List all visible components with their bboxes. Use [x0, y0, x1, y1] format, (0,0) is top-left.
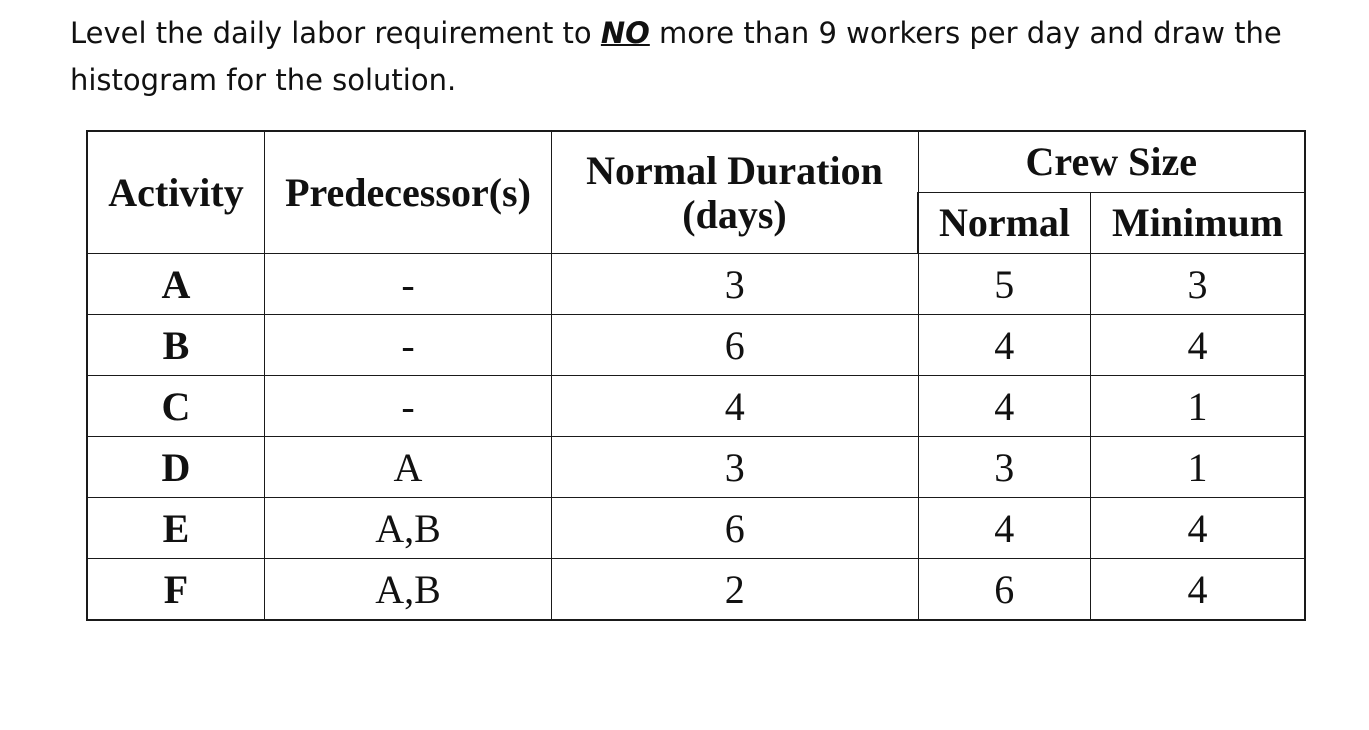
question-emphasis: NO — [600, 16, 650, 50]
cell-crew-normal: 3 — [918, 437, 1091, 498]
header-normal-duration-line1: Normal Duration — [586, 147, 883, 193]
cell-predecessors: A,B — [265, 559, 552, 621]
header-normal-duration-line2: (days) — [682, 191, 787, 237]
cell-crew-normal: 4 — [918, 376, 1091, 437]
question-text — [70, 10, 1330, 104]
header-activity: Activity — [87, 131, 265, 254]
question-text-before: Level the daily labor requirement to — [70, 16, 601, 50]
cell-duration: 3 — [552, 437, 919, 498]
cell-duration: 3 — [552, 254, 919, 315]
cell-activity: A — [87, 254, 265, 315]
cell-crew-minimum: 3 — [1091, 254, 1306, 315]
header-normal-duration — [552, 131, 919, 254]
header-crew-normal: Normal — [918, 193, 1091, 254]
cell-activity: C — [87, 376, 265, 437]
header-predecessors: Predecessor(s) — [265, 131, 552, 254]
table-row — [87, 498, 1305, 559]
header-crew-size: Crew Size — [918, 131, 1305, 193]
cell-activity: F — [87, 559, 265, 621]
cell-crew-normal: 5 — [918, 254, 1091, 315]
cell-predecessors: - — [265, 315, 552, 376]
cell-predecessors: - — [265, 254, 552, 315]
header-crew-minimum: Minimum — [1091, 193, 1306, 254]
question-text-after: more than 9 workers per day and draw the histogram for the solution. — [70, 16, 1282, 97]
cell-crew-normal: 4 — [918, 498, 1091, 559]
cell-duration: 6 — [552, 315, 919, 376]
cell-crew-minimum: 4 — [1091, 498, 1306, 559]
cell-crew-minimum: 4 — [1091, 559, 1306, 621]
cell-predecessors: A,B — [265, 498, 552, 559]
cell-crew-normal: 4 — [918, 315, 1091, 376]
activity-table — [86, 130, 1306, 621]
cell-duration: 4 — [552, 376, 919, 437]
table-row — [87, 315, 1305, 376]
table-row — [87, 559, 1305, 621]
cell-activity: D — [87, 437, 265, 498]
table-row — [87, 376, 1305, 437]
cell-duration: 6 — [552, 498, 919, 559]
cell-crew-minimum: 1 — [1091, 376, 1306, 437]
header-row-top — [87, 131, 1305, 193]
cell-predecessors: - — [265, 376, 552, 437]
cell-crew-minimum: 4 — [1091, 315, 1306, 376]
cell-predecessors: A — [265, 437, 552, 498]
table-row — [87, 437, 1305, 498]
cell-crew-minimum: 1 — [1091, 437, 1306, 498]
table-row — [87, 254, 1305, 315]
cell-crew-normal: 6 — [918, 559, 1091, 621]
cell-activity: E — [87, 498, 265, 559]
activity-table-container — [86, 130, 1306, 621]
cell-activity: B — [87, 315, 265, 376]
cell-duration: 2 — [552, 559, 919, 621]
